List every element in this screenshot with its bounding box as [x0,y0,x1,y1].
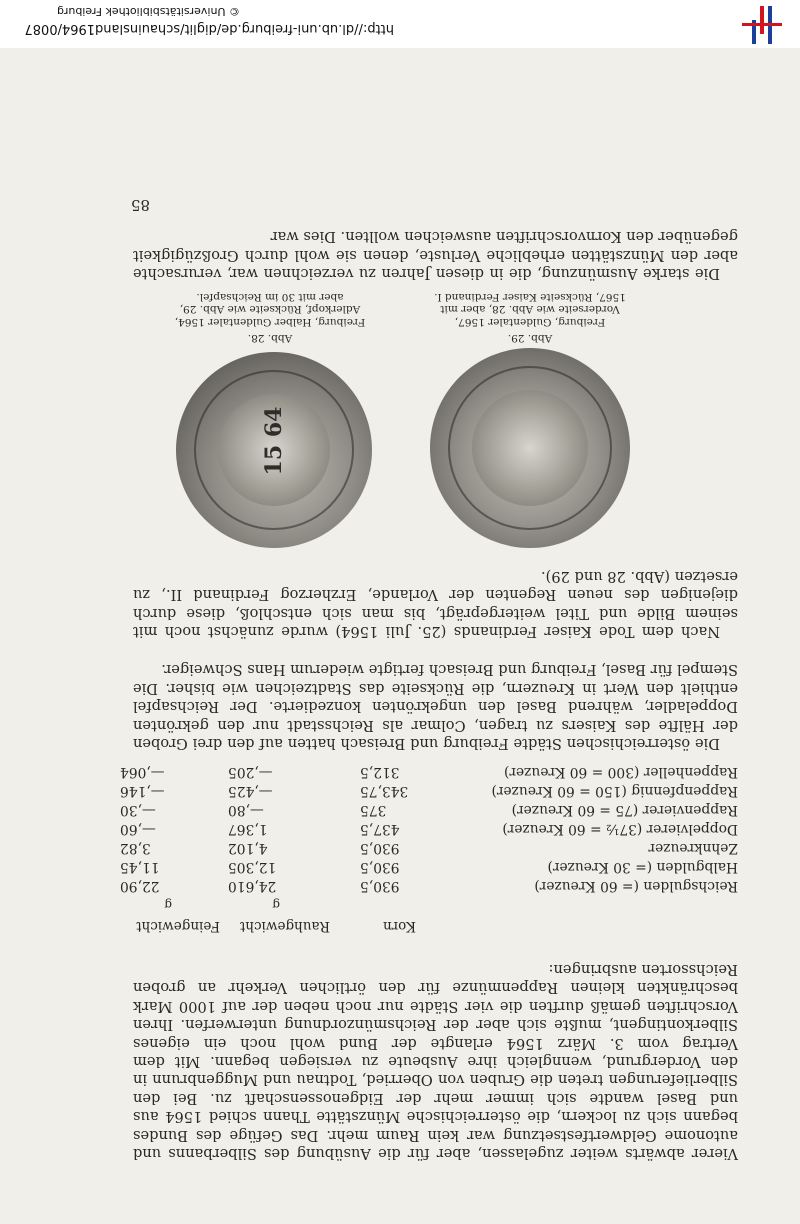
table-row: Rappenheller (300 = 60 Kreuzer) 312,5 —,205 —,064 [120,764,738,780]
page-number: 85 [130,196,150,214]
copyright-text: © Universitätsbibliothek Freiburg [57,5,240,18]
figure-label-abb-29: Abb. 29. [507,332,553,344]
table-row: Doppelvierer (37½ = 60 Kreuzer) 437,5 1,367 —,60 [120,821,738,837]
paragraph-staedte: Die österreichischen Städte Freiburg und Breisach hatten auf den drei Groben der Hälfte des Kaisers zu tragen, Colmar als Reichsstadt nur den gekrönten Doppeladler, während Basel den ungekrönten konzedierte. Der Reichsapfel enthielt den Wert in Kreuzern, die Rückseite das Stadtzeichen wie bisher. Die Stempel für Basel, Freiburg und Breisach fertigte wiederum Hans Schweiger. [133,661,738,752]
table-row: Rappenvierer (75 = 60 Kreuzer) 375 —,80 —,30 [120,802,738,818]
table-unit-fein: g [164,898,172,912]
figure-caption-abb-29: Freiburg, Guldentaler 1567, Vorderseite wie Abb. 28, aber mit 1567, Rückseite Kaiser Ferdinand I. [434,291,626,328]
table-row: Reichsgulden (= 60 Kreuzer) 930,5 24,610 22,90 [120,878,738,894]
coin-image-abb-29 [430,348,630,548]
table-header-feingewicht: Feingewicht [136,918,220,934]
table-header-korn: Korn [383,918,416,934]
book-page [0,48,800,1224]
site-header [0,0,800,48]
table-header-rauhgewicht: Rauhgewicht [239,918,330,934]
coin-image-abb-28: 15 64 [176,352,372,548]
figure-label-abb-28: Abb. 28. [247,332,293,344]
document-url-link[interactable]: http://dl.ub.uni-freiburg.de/diglit/schauinsland1964/0087 [24,21,394,36]
paragraph-ferdinand: Nach dem Tode Kaiser Ferdinands (25. Juli 1564) wurde zunächst noch mit seinem Bilde und Titel weitergeprägt, bis man sich entschloß, diese durch diejenigen des neuen Regenten der Vorlande, Erzherzog Ferdinand II., zu ersetzen (Abb. 28 und 29). [133,567,738,640]
table-row: Rappenpfennig (150 = 60 Kreuzer) 343,75 —,425 —,146 [120,783,738,799]
table-row: Zehnkreuzer 930,5 4,102 3,82 [120,840,738,856]
table-row: Halbgulden (= 30 Kreuzer) 930,5 12,305 11,45 [120,859,738,875]
table-unit-rauh: g [272,898,280,912]
figure-caption-abb-28: Freiburg, Halber Guldentaler 1564, Adlerkopf, Rückseite wie Abb. 29, aber mit 30 im Reichsapfel. [174,291,366,328]
paragraph-ausmuenzung: Die starke Ausmünzung, die in diesen Jahren zu verzeichnen war, verursachte aber den Münzstätten erhebliche Verluste, denen sie wohl durch Großzügigkeit gegenüber den Kornvorschriften ausweichen wollten. Dies war [133,228,738,282]
university-logo-icon[interactable] [742,4,782,44]
paragraph-intro: Vierer abwärts weiter zugelassen, aber für die Ausübung des Silberbanns und autonome Geldwertfestsetzung war kein Raum mehr. Das Gefüge des Bundes begann sich zu lockern, die österreichische Münzstätte Thann schied 1564 aus und Basel wandte sich immer mehr der Eidgenossenschaft zu. Bei den Silberlieferungen treten die Gruben von Oberried, Todtnau und Muggenbrunn in den Vordergrund, wenngleich ihre Ausbeute zu versiegen begann. Mit dem Vertrag vom 3. März 1564 erlangte der Bund wohl noch ein eigenes Silberkontingent, mußte sich aber der Reichsmünzordnung unterwerfen. Ihren Vorschriften gemäß durften die vier Städte nur noch neben der auf 1000 Mark beschränkten kleinen Rappenmünze für den örtlichen Verkehr an groben Reichssorten ausbringen: [133,960,738,1162]
